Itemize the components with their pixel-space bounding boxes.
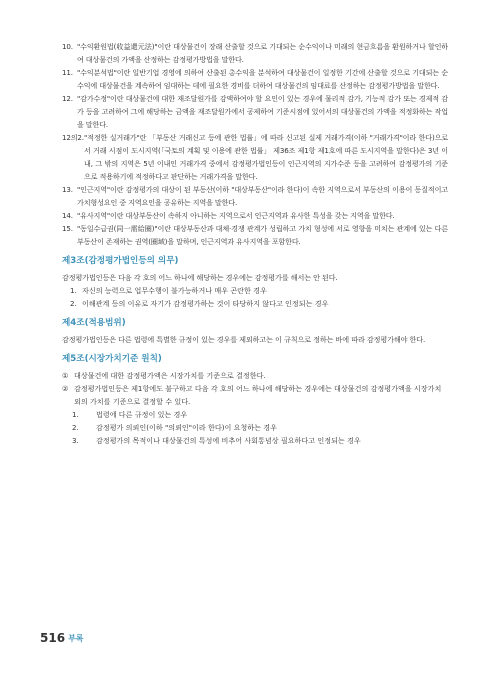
article-4 [62, 317, 448, 346]
section-label: 부록 [68, 634, 84, 643]
list-item: 1. 자신의 능력으로 업무수행이 불가능하거나 매우 곤란한 경우 [70, 286, 267, 295]
definition-item: 12. "감가수정"이란 대상물건에 대한 재조달원가를 감액하여야 할 요인이 있는 경우에 물리적 감가, 기능적 감가 또는 경제적 감가 등을 고려하여 그에 해당하는 금액을 재조달원가에서 공제하여 기준시점에 있어서의 대상물건의 가액을 적정화하는 작업을 말한다. [62, 94, 448, 129]
article-5-title: 제5조(시장가치기준 원칙) [62, 354, 162, 364]
article-4-title: 제4조(적용범위) [62, 318, 126, 328]
definition-item: 15. "동일수급권(同一需給圈)"이란 대상부동산과 대체·경쟁 관계가 성립하고 가치 형성에 서로 영향을 미치는 관계에 있는 다른 부동산이 존재하는 권역(圈域)을 말하며, 인근지역과 유사지역을 포함한다. [62, 224, 448, 246]
paragraph-1: ① 대상물건에 대한 감정평가액은 시장가치를 기준으로 결정한다. [62, 371, 266, 380]
article-4-text: 감정평가법인등은 다른 법령에 특별한 규정이 있는 경우를 제외하고는 이 규칙으로 정하는 바에 따라 감정평가해야 한다. [62, 335, 426, 344]
list-item: 1. 법령에 다른 규정이 있는 경우 [72, 410, 188, 419]
list-item: 3. 감정평가의 목적이나 대상물건의 특성에 비추어 사회통념상 필요하다고 인정되는 경우 [72, 436, 361, 445]
list-item: 2. 이해관계 등의 이유로 자기가 감정평가하는 것이 타당하지 않다고 인정되는 경우 [70, 299, 329, 308]
list-item: 2. 감정평가 의뢰인(이하 "의뢰인"이라 한다)이 요청하는 경우 [72, 423, 277, 432]
definition-list [62, 40, 448, 248]
definition-item: 12의2. "적정한 실거래가"란 「부동산 거래신고 등에 관한 법률」에 따라 신고된 실제 거래가격(이하 "거래가격"이라 한다)으로서 거래 시점이 도시지역(「국토의 계획 및 이용에 관한 법률」 제36조 제1항 제1호에 따른 도시지역을 말한다)은 3년 이내, 그 밖의 지역은 5년 이내인 거래가격 중에서 감정평가법인등이 인근지역의 지가수준 등을 고려하여 감정평가의 기준으로 적용하기에 적정하다고 판단하는 거래가격을 말한다. [62, 133, 448, 181]
page-content [62, 40, 448, 447]
paragraph-2: ② 감정평가법인등은 제1항에도 불구하고 다음 각 호의 어느 하나에 해당하는 경우에는 대상물건의 감정평가액을 시장가치 외의 가치를 기준으로 결정할 수 있다. [62, 384, 442, 406]
page-footer [40, 631, 84, 645]
definition-item: 14. "유사지역"이란 대상부동산이 속하지 아니하는 지역으로서 인근지역과 유사한 특성을 갖는 지역을 말한다. [62, 211, 395, 220]
page-number: 516 [40, 631, 66, 645]
definition-item: 10. "수익환원법(收益還元法)"이란 대상물건이 장래 산출할 것으로 기대되는 순수익이나 미래의 현금흐름을 환원하거나 할인하여 대상물건의 가액을 산정하는 감정평가방법을 말한다. [62, 42, 448, 64]
article-5 [62, 353, 448, 447]
article-3 [62, 255, 448, 310]
definition-item: 13. "인근지역"이란 감정평가의 대상이 된 부동산(이하 "대상부동산"이라 한다)이 속한 지역으로서 부동산의 이용이 동질적이고 가치형성요인 중 지역요인을 공유하는 지역을 말한다. [62, 185, 448, 207]
definition-item: 11. "수익분석법"이란 일반기업 경영에 의하여 산출된 총수익을 분석하여 대상물건이 일정한 기간에 산출할 것으로 기대되는 순수익에 대상물건을 계속하여 임대하는 데에 필요한 경비를 더하여 대상물건의 임대료를 산정하는 감정평가방법을 말한다. [62, 68, 448, 90]
article-3-title: 제3조(감정평가법인등의 의무) [62, 256, 179, 266]
article-3-intro: 감정평가법인등은 다음 각 호의 어느 하나에 해당하는 경우에는 감정평가를 해서는 안 된다. [62, 273, 338, 282]
